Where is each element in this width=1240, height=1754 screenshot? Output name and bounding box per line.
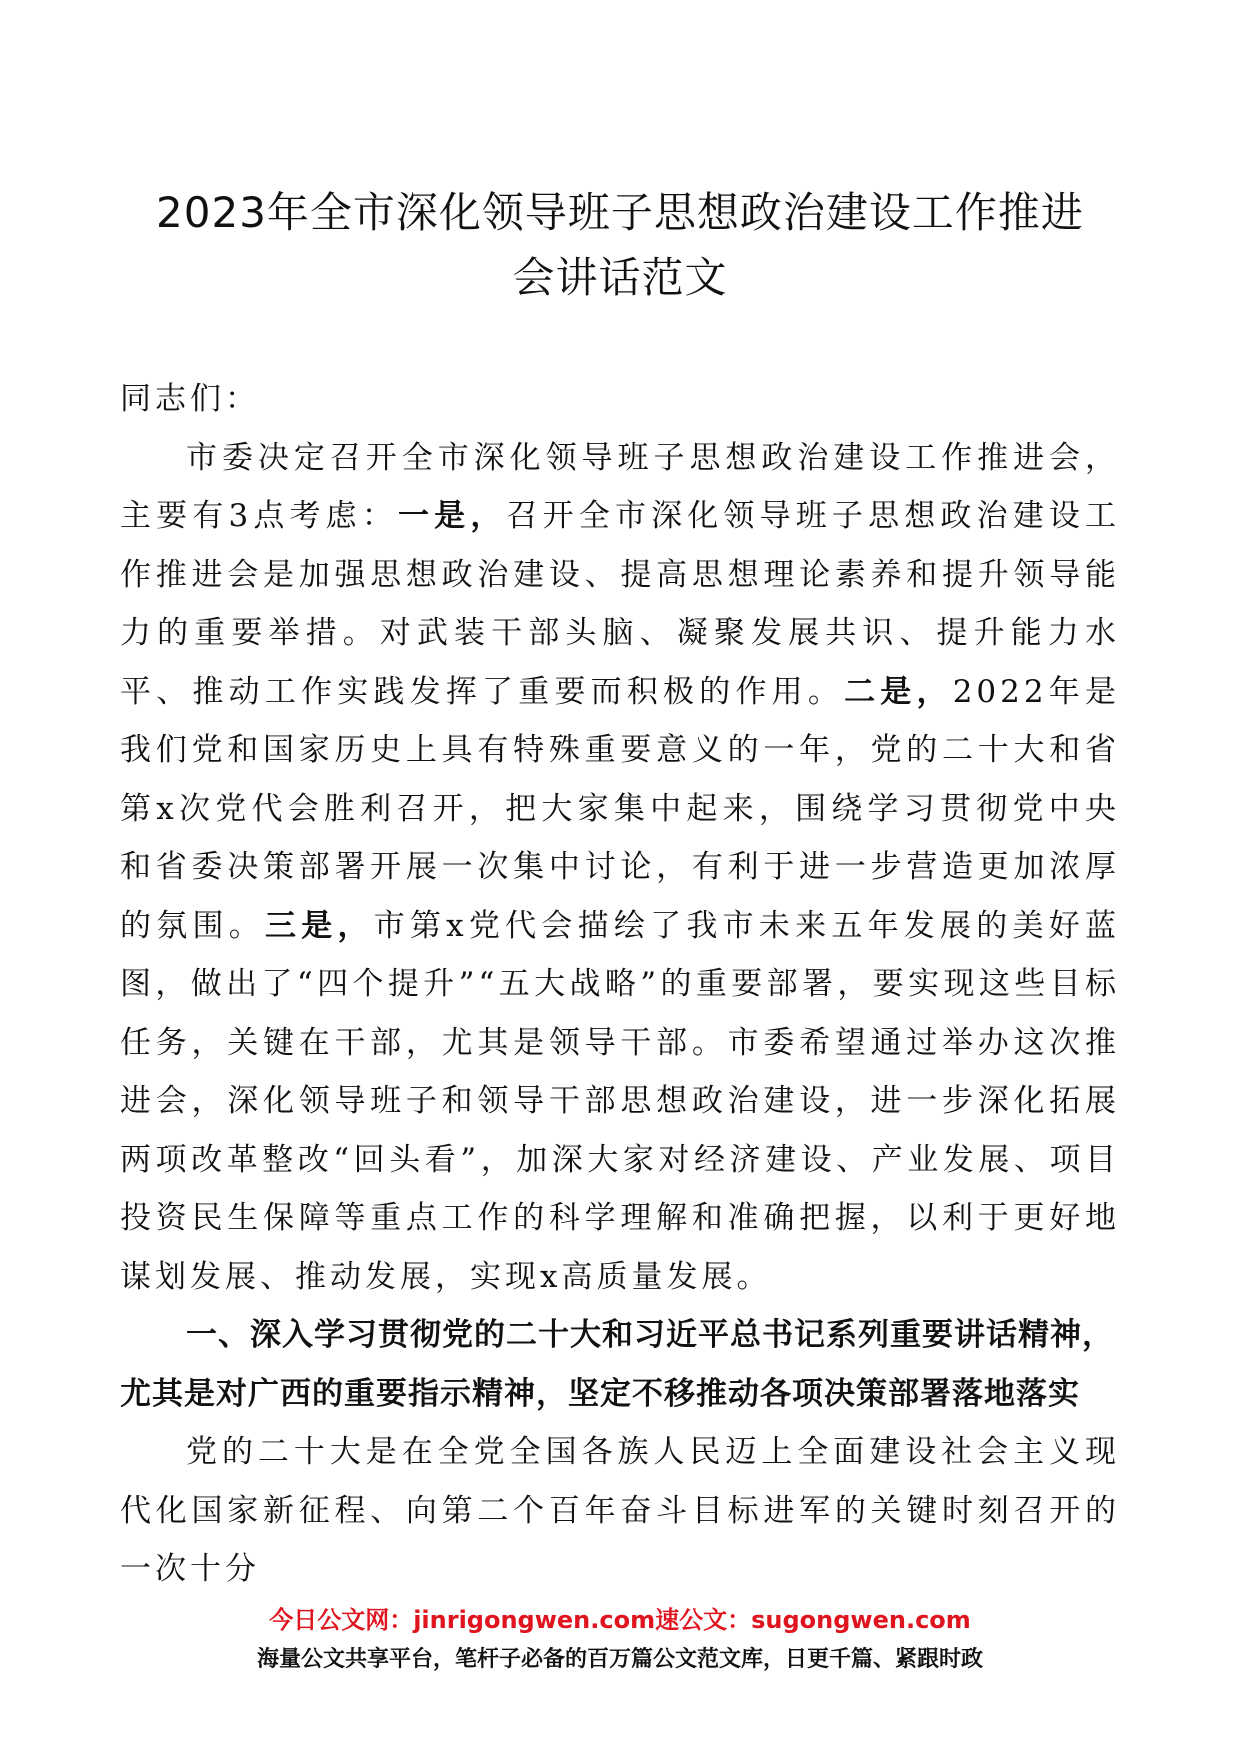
document-body [120, 370, 1120, 1599]
intro-text-3: 2022年是我们党和国家历史上具有特殊重要意义的一年，党的二十大和省第x次党代会胜利召开，把大家集中起来，围绕学习贯彻党中央和省委决策部署开展一次集中讨论，有利于进一步营造更加浓厚的氛围。 [120, 673, 1121, 944]
point-two-label: 二是， [844, 673, 953, 710]
intro-text-1: 市委决定召开全市深化领导班子思想政治建设工作推进会，主要有3点考虑： [120, 439, 1120, 534]
section-heading-1: 一、深入学习贯彻党的二十大和习近平总书记系列重要讲话精神，尤其是对广西的重要指示精神，坚定不移推动各项决策部署落地落实 [120, 1317, 1114, 1412]
footer-slogan: 海量公文共享平台，笔杆子必备的百万篇公文范文库，日更千篇、紧跟时政 [256, 1647, 983, 1672]
title-line-1: 2023年全市深化领导班子思想政治建设工作推进 [156, 188, 1084, 237]
salutation: 同志们： [120, 381, 260, 417]
intro-text-2: 召开全市深化领导班子思想政治建设工作推进会是加强思想政治建设、提高思想理论素养和提升领导能力的重要举措。对武装干部头脑、凝聚发展共识、提升能力水平、推动工作实践发挥了重要而积极的作用。 [120, 498, 1121, 710]
document-title [0, 180, 1240, 310]
point-one-label: 一是， [398, 498, 507, 534]
intro-text-4: 市第x党代会描绘了我市未来五年发展的美好蓝图，做出了“四个提升”“五大战略”的重要部署，要实现这些目标任务，关键在干部，尤其是领导干部。市委希望通过举办这次推进会，深化领导班子和领导干部思想政治建设，进一步深化拓展两项改革整改“回头看”，加深大家对经济建设、产业发展、项目投资民生保障等重点工作的科学理解和准确把握，以利于更好地谋划发展、推动发展，实现x高质量发展。 [120, 907, 1121, 1295]
footer-site-links: 今日公文网：jinrigongwen.com速公文：sugongwen.com [269, 1606, 971, 1634]
intro-paragraph [120, 429, 1120, 1307]
section-1-paragraph: 党的二十大是在全党全国各族人民迈上全面建设社会主义现代化国家新征程、向第二个百年奋斗目标进军的关键时刻召开的一次十分 [120, 1434, 1120, 1587]
footer-banner [0, 1600, 1240, 1680]
point-three-label: 三是， [264, 907, 374, 944]
title-line-2: 会讲话范文 [512, 253, 728, 302]
